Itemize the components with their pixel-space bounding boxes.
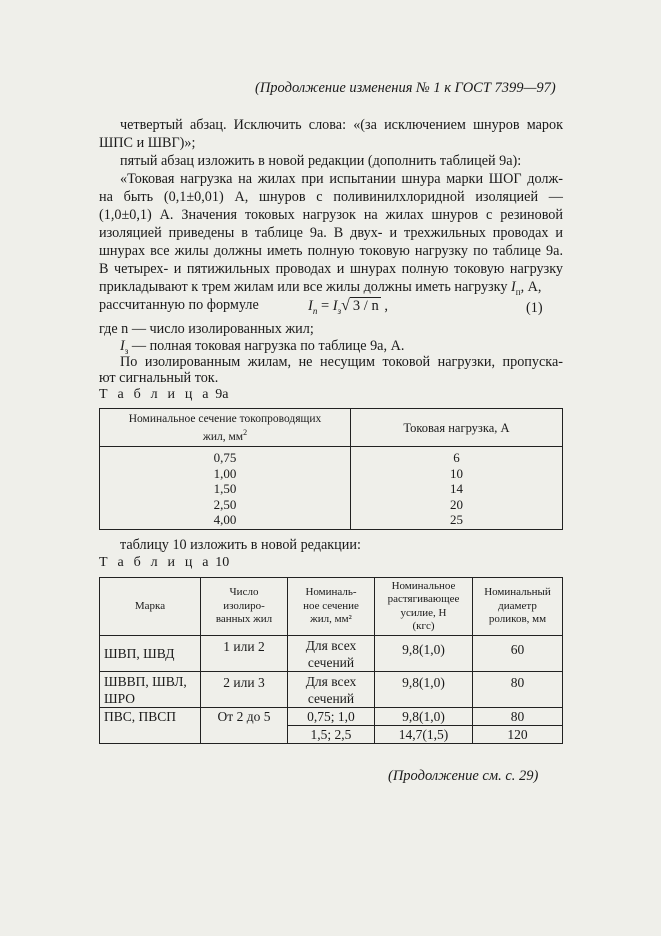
table9a-section-value: 0,75 (213, 450, 237, 465)
table10-header-mark (100, 578, 201, 636)
table-9a (99, 408, 563, 530)
section-cell: 1,5; 2,5 (288, 726, 375, 744)
section-cell (288, 636, 375, 672)
diameter-cell: 60 (473, 636, 563, 672)
table9a-section-value: 4,00 (213, 512, 237, 528)
formula (308, 297, 388, 316)
table9a-section-value: 1,50 (213, 481, 237, 497)
header-line: Номинальное сечение токопроводящих (128, 412, 322, 425)
formula-number: (1) (526, 300, 543, 316)
caption-number: 9а (215, 387, 229, 402)
header-line: (кгс) (412, 620, 435, 632)
cores-cell: 2 или 3 (201, 672, 288, 708)
mark-cell (100, 708, 201, 744)
text-line: «Токовая нагрузка на жилах при испытании шнура марки ШОГ долж- (120, 171, 563, 187)
table9a-header-load: Токовая нагрузка, А (351, 409, 563, 447)
where-subscript: з (124, 345, 129, 356)
sqrt-sign: √ (341, 297, 350, 314)
section-cell (288, 672, 375, 708)
table9a-load-value: 20 (450, 496, 463, 512)
header-line: Число (229, 586, 259, 599)
header-line: ванных жил (215, 613, 273, 626)
table-row (100, 636, 563, 672)
header-line: ное сечение (303, 599, 359, 612)
text-line: ют сигнальный ток. (99, 370, 219, 386)
table9a-section-value: 2,50 (213, 496, 237, 512)
table10-header-section (288, 578, 375, 636)
caption-label: Т а б л и ц а (99, 387, 212, 402)
text-line: таблицу 10 изложить в новой редакции: (120, 537, 361, 553)
text-line-part: прикладывают к трем жилам или все жилы должны иметь нагрузку (99, 279, 508, 295)
header-line: изолиро- (223, 599, 265, 612)
diameter-cell: 80 (473, 708, 563, 726)
header-line: Марка (134, 599, 166, 612)
header-line: роликов, мм (488, 613, 547, 626)
table9a-caption (99, 387, 228, 403)
table9a-load-value: 25 (450, 512, 463, 528)
text-line-part: — полная токовая нагрузка по таблице 9а, А. (131, 338, 405, 354)
header-line-text: жил, мм (202, 430, 244, 443)
text-line: По изолированным жилам, не несущим токовой нагрузки, пропуска- (120, 354, 563, 370)
text-line: рассчитанную по формуле (99, 297, 259, 313)
section-cell: 0,75; 1,0 (288, 708, 375, 726)
mark-cell (100, 672, 201, 708)
header-line: жил, мм² (310, 613, 352, 626)
header-line: растягивающее (387, 593, 460, 605)
formula-rhs: I (332, 298, 338, 314)
header-line: Номинальный (484, 586, 551, 599)
section-line: сечений (307, 654, 355, 670)
table9a-section-value: 1,00 (213, 465, 237, 481)
cores-cell: 1 или 2 (201, 636, 288, 672)
cores-cell: От 2 до 5 (201, 708, 288, 744)
text-line: шнурах все жилы должны иметь полную токовую нагрузку по таблице 9а. (99, 243, 563, 259)
formula-rhs-sub: з (337, 305, 342, 316)
caption-number: 10 (215, 555, 230, 570)
section-line: сечений (307, 690, 355, 706)
table-row (100, 708, 563, 726)
mark-cell (100, 636, 201, 672)
page-header: (Продолжение изменения № 1 к ГОСТ 7399—97) (255, 80, 556, 96)
text-line: ШПС и ШВГ)»; (99, 135, 196, 151)
force-cell: 9,8(1,0) (375, 636, 473, 672)
caption-label: Т а б л и ц а (99, 555, 212, 570)
text-line: пятый абзац изложить в новой редакции (дополнить таблицей 9а): (120, 153, 522, 169)
load-symbol: I (511, 279, 516, 295)
table10-header-force (375, 578, 473, 636)
mark-line: ПВС, ПВСП (104, 709, 177, 724)
table10-header-diameter (473, 578, 563, 636)
section-line: Для всех (305, 637, 357, 653)
text-line: на быть (0,1±0,01) А, шнуров с поливинилхлоридной изоляцией — (99, 189, 563, 205)
page-footer: (Продолжение см. с. 29) (388, 768, 539, 784)
formula-radicand: 3 / n (350, 297, 381, 315)
force-cell: 9,8(1,0) (375, 672, 473, 708)
table9a-load-value: 10 (450, 465, 463, 481)
table9a-loads-cell (351, 447, 563, 530)
mark-line: ШВВП, ШВЛ, (104, 673, 187, 689)
formula-tail: , (380, 298, 388, 314)
text-line: В четырех- и пятижильных проводах и шнурах полную токовую нагрузку (99, 261, 563, 277)
table9a-load-value: 14 (450, 481, 463, 497)
text-line: четвертый абзац. Исключить слова: «(за исключением шнуров марок (120, 117, 563, 133)
header-sup: 2 (243, 427, 248, 437)
text-line: изоляцией приведены в таблице 9а. В двух- и трехжильных проводах и (99, 225, 563, 241)
diameter-cell: 80 (473, 672, 563, 708)
table-10 (99, 577, 563, 744)
table-row (100, 672, 563, 708)
header-line: Номинальное (391, 579, 456, 592)
table9a-load-value: 6 (453, 450, 460, 465)
table9a-header-section (100, 409, 351, 447)
header-line: диаметр (498, 599, 537, 612)
formula-lhs: I (308, 298, 313, 314)
force-cell: 9,8(1,0) (375, 708, 473, 726)
formula-eq: = (317, 298, 333, 314)
mark-line: ШРО (104, 690, 136, 706)
section-line: Для всех (305, 673, 357, 689)
header-line (100, 426, 350, 444)
diameter-cell: 120 (473, 726, 563, 744)
where-symbol: I (120, 338, 125, 354)
header-line: Номиналь- (305, 586, 357, 599)
table10-caption (99, 555, 229, 571)
mark-line: ШВП, ШВД (104, 646, 175, 661)
formula-lhs-sub: п (312, 305, 318, 316)
table9a-sections-cell (100, 447, 351, 530)
table10-header-cores (201, 578, 288, 636)
load-subscript: п (515, 286, 521, 297)
header-line: усилие, Н (400, 606, 447, 619)
text-line: где n — число изолированных жил; (99, 321, 314, 337)
text-line: (1,0±0,1) А. Значения токовых нагрузок на жилах шнуров с резиновой (99, 207, 563, 223)
load-suffix: , А, (520, 279, 542, 295)
force-cell: 14,7(1,5) (375, 726, 473, 744)
